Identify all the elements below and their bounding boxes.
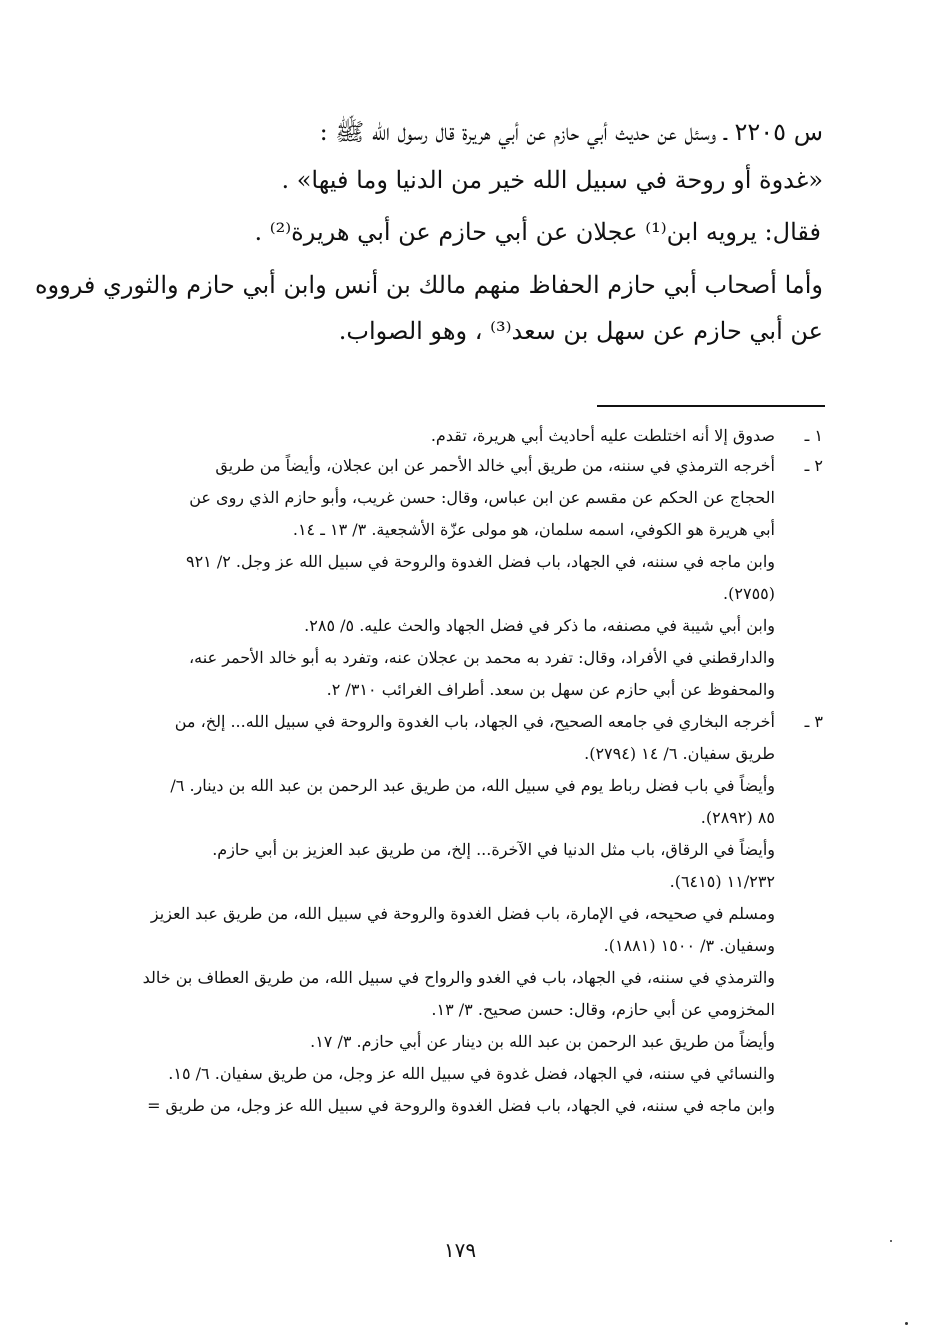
footnote-line: [103, 1031, 823, 1053]
footnote-text: الحجاج عن الحكم عن مقسم عن ابن عباس، وقال: حسن غريب، وأبو حازم الذي روى عن: [189, 488, 775, 507]
footnote-text: ومسلم في صحيحه، في الإمارة، باب فضل الغدوة والروحة في سبيل الله، من طريق عبد العزيز: [150, 904, 775, 923]
footnote-text: صدوق إلا أنه اختلطت عليه أحاديث أبي هريرة، تقدم.: [430, 426, 775, 445]
footnote-text: ١١/٢٣٢ (٦٤١٥).: [669, 872, 775, 891]
footnote-line: [103, 839, 823, 861]
footnote-line: [103, 615, 823, 637]
footnote-text: المخزومي عن أبي حازم، وقال: حسن صحيح. ٣/ ١٣.: [431, 1000, 775, 1019]
footnote-text: وسفيان. ٣/ ١٥٠٠ (١٨٨١).: [603, 936, 775, 955]
footnote-text: وأيضاً في باب فضل رباط يوم في سبيل الله، من طريق عبد الرحمن بن عبد الله بن دينار. ٦/: [170, 776, 775, 795]
scan-speck: [905, 1322, 908, 1325]
main-text: [34, 118, 823, 345]
footnote-text: وأيضاً من طريق عبد الرحمن بن عبد الله بن دينار عن أبي حازم. ٣/ ١٧.: [310, 1032, 775, 1051]
footnote-number: ٢ ـ: [804, 456, 823, 475]
footnotes: [103, 425, 823, 1117]
footnote-line: [103, 583, 823, 605]
footnote-text: (٢٧٥٥).: [723, 584, 775, 603]
footnote-line: [103, 1095, 823, 1117]
footnote-number: ٣ ـ: [804, 712, 823, 731]
footnote-line: [103, 519, 823, 541]
footnote-line: [103, 743, 823, 765]
page-number: ١٧٩: [443, 1238, 477, 1262]
footnote-line: [103, 487, 823, 509]
footnote-line: [103, 551, 823, 573]
paragraph-line: وأما أصحاب أبي حازم الحفاظ منهم مالك بن أنس وابن أبي حازم والثوري فرووه: [34, 271, 823, 299]
footnote-line: [103, 679, 823, 701]
footnote-separator: [597, 405, 825, 407]
footnote-line: [103, 999, 823, 1021]
footnote-text: أخرجه البخاري في جامعه الصحيح، في الجهاد، باب الغدوة والروحة في سبيل الله... إلخ، من: [174, 712, 775, 731]
footnote-text: والترمذي في سننه، في الجهاد، باب في الغدو والرواح في سبيل الله، من طريق العطاف بن خالد: [142, 968, 775, 987]
footnote-line: [103, 711, 823, 733]
footnote-line: [103, 425, 823, 447]
footnote-text: وابن ماجه في سننه، في الجهاد، باب فضل الغدوة والروحة في سبيل الله عز وجل، من طريق =: [147, 1096, 775, 1115]
footnote-line: [103, 903, 823, 925]
footnote-number: ١ ـ: [804, 426, 823, 445]
footnote-line: [103, 935, 823, 957]
answer-line: فقال: يرويه ابن⁽¹⁾ عجلان عن أبي حازم عن أبي هريرة⁽²⁾ .: [254, 218, 821, 246]
scan-speck: [890, 1240, 892, 1242]
footnote-text: أبي هريرة هو الكوفي، اسمه سلمان، هو مولى عزّة الأشجعية. ٣/ ١٣ ـ ١٤.: [292, 520, 775, 539]
footnote-text: والدارقطني في الأفراد، وقال: تفرد به محمد بن عجلان عنه، وتفرد به أبو خالد الأحمر عنه،: [189, 648, 775, 667]
footnote-text: والمحفوظ عن أبي حازم عن سهل بن سعد. أطراف الغرائب ٣١٠/ ٢.: [326, 680, 775, 699]
footnote-line: [103, 775, 823, 797]
footnote-line: [103, 871, 823, 893]
footnote-line: [103, 455, 823, 477]
footnote-line: [103, 1063, 823, 1085]
hadith-text-line: «غدوة أو روحة في سبيل الله خير من الدنيا وما فيها» .: [281, 166, 823, 194]
footnote-text: طريق سفيان. ٦/ ١٤ (٢٧٩٤).: [584, 744, 775, 763]
footnote-text: وأيضاً في الرقاق، باب مثل الدنيا في الآخرة... إلخ، من طريق عبد العزيز بن أبي حازم.: [212, 840, 775, 859]
footnote-text: وابن ماجه في سننه، في الجهاد، باب فضل الغدوة والروحة في سبيل الله عز وجل. ٢/ ٩٢١: [185, 552, 775, 571]
footnote-text: والنسائي في سننه، في الجهاد، فضل غدوة في سبيل الله عز وجل، من طريق سفيان. ٦/ ١٥.: [168, 1064, 775, 1083]
footnote-text: وابن أبي شيبة في مصنفه، ما ذكر في فضل الجهاد والحث عليه. ٥/ ٢٨٥.: [304, 616, 775, 635]
footnote-line: [103, 967, 823, 989]
footnote-text: أخرجه الترمذي في سننه، من طريق أبي خالد الأحمر عن ابن عجلان، وأيضاً من طريق: [215, 456, 775, 475]
footnote-text: ٨٥ (٢٨٩٢).: [700, 808, 775, 827]
footnote-line: [103, 647, 823, 669]
question-line: س ٢٢٠٥ ـ وسئل عن حديث أبي حازم عن أبي هريرة قال رسول الله ﷺ :: [319, 118, 823, 146]
paragraph-line: عن أبي حازم عن سهل بن سعد⁽³⁾ ، وهو الصواب.: [338, 317, 823, 345]
footnote-line: [103, 807, 823, 829]
